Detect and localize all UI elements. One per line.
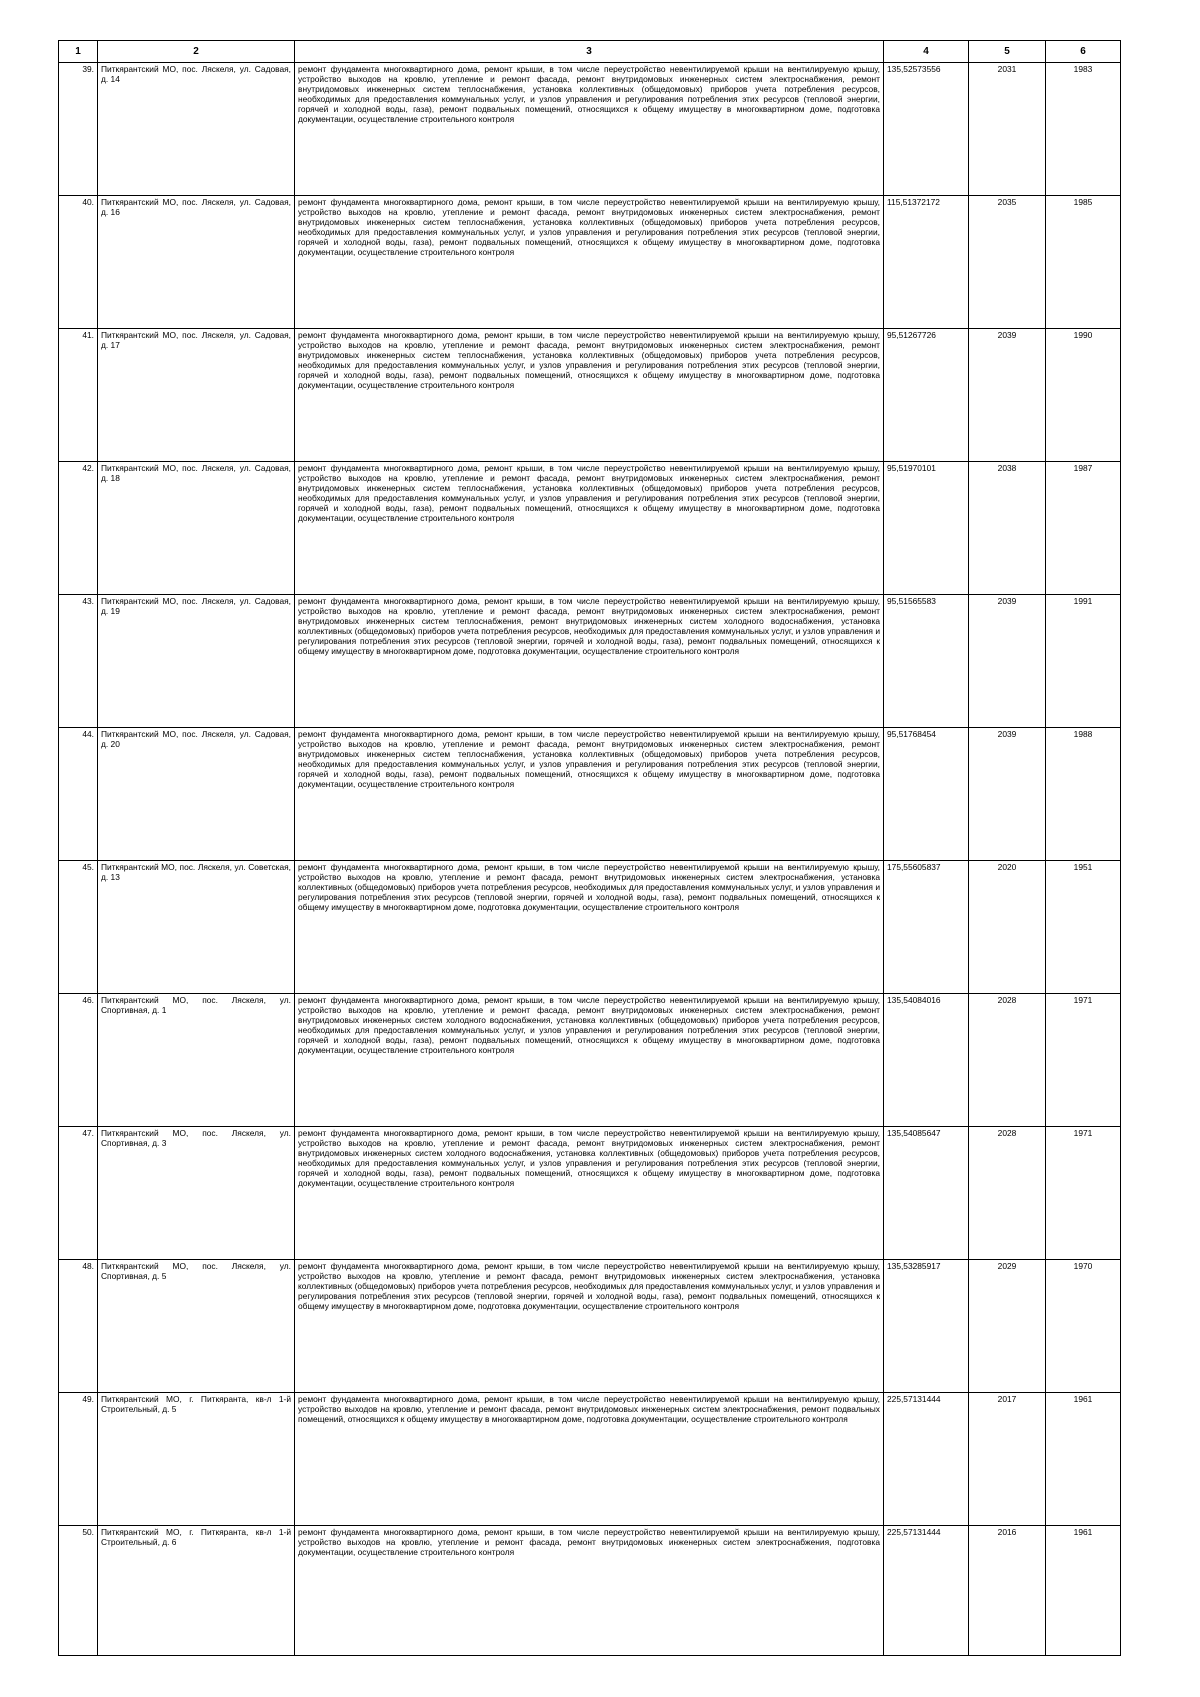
address-cell: Питкярантский МО, пос. Ляскеля, ул. Спортивная, д. 5 bbox=[98, 1260, 295, 1393]
table-row bbox=[59, 994, 1121, 1127]
plan-year-cell: 2028 bbox=[969, 1127, 1046, 1260]
plan-year-cell: 2035 bbox=[969, 196, 1046, 329]
cost-cell: 225,57131444 bbox=[884, 1526, 969, 1656]
row-number: 50. bbox=[59, 1526, 98, 1656]
cost-cell: 95,51970101 bbox=[884, 462, 969, 595]
row-number: 45. bbox=[59, 861, 98, 994]
address-cell: Питкярантский МО, пос. Ляскеля, ул. Садовая, д. 18 bbox=[98, 462, 295, 595]
build-year-cell: 1990 bbox=[1046, 329, 1121, 462]
column-header-3: 3 bbox=[295, 41, 884, 63]
column-header-2: 2 bbox=[98, 41, 295, 63]
cost-cell: 135,53285917 bbox=[884, 1260, 969, 1393]
address-cell: Питкярантский МО, пос. Ляскеля, ул. Спортивная, д. 1 bbox=[98, 994, 295, 1127]
works-cell: ремонт фундамента многоквартирного дома, ремонт крыши, в том числе переустройство невентилируемой крыши на вентилируемую крышу, устройство выходов на кровлю, утепление и ремонт фасада, ремонт внутридомовых инженерных систем электроснабжения, установка коллективных (общедомовых) приборов учета потребления ресурсов, необходимых для предоставления коммунальных услуг, и узлов управления и регулирования потребления этих ресурсов (тепловой энергии, горячей и холодной воды, газа), ремонт подвальных помещений, относящихся к общему имуществу в многоквартирном доме, подготовка документации, осуществление строительного контроля bbox=[295, 861, 884, 994]
table-row bbox=[59, 861, 1121, 994]
build-year-cell: 1961 bbox=[1046, 1526, 1121, 1656]
cost-cell: 175,55605837 bbox=[884, 861, 969, 994]
row-number: 49. bbox=[59, 1393, 98, 1526]
build-year-cell: 1983 bbox=[1046, 63, 1121, 196]
plan-year-cell: 2028 bbox=[969, 994, 1046, 1127]
works-cell: ремонт фундамента многоквартирного дома, ремонт крыши, в том числе переустройство невентилируемой крыши на вентилируемую крышу, устройство выходов на кровлю, утепление и ремонт фасада, ремонт внутридомовых инженерных систем электроснабжения, ремонт внутридомовых инженерных систем теплоснабжения, установка коллективных (общедомовых) приборов учета потребления ресурсов, необходимых для предоставления коммунальных услуг, и узлов управления и регулирования потребления этих ресурсов (тепловой энергии, горячей и холодной воды, газа), ремонт подвальных помещений, относящихся к общему имуществу в многоквартирном доме, подготовка документации, осуществление строительного контроля bbox=[295, 63, 884, 196]
address-cell: Питкярантский МО, пос. Ляскеля, ул. Садовая, д. 14 bbox=[98, 63, 295, 196]
table-row bbox=[59, 329, 1121, 462]
table-row bbox=[59, 1260, 1121, 1393]
cost-cell: 135,54084016 bbox=[884, 994, 969, 1127]
build-year-cell: 1951 bbox=[1046, 861, 1121, 994]
table-row bbox=[59, 462, 1121, 595]
plan-year-cell: 2038 bbox=[969, 462, 1046, 595]
works-cell: ремонт фундамента многоквартирного дома, ремонт крыши, в том числе переустройство невентилируемой крыши на вентилируемую крышу, устройство выходов на кровлю, утепление и ремонт фасада, ремонт внутридомовых инженерных систем электроснабжения, установка коллективных (общедомовых) приборов учета потребления ресурсов, необходимых для предоставления коммунальных услуг, и узлов управления и регулирования потребления этих ресурсов (тепловой энергии, горячей и холодной воды, газа), ремонт подвальных помещений, относящихся к общему имуществу в многоквартирном доме, подготовка документации, осуществление строительного контроля bbox=[295, 1260, 884, 1393]
plan-year-cell: 2016 bbox=[969, 1526, 1046, 1656]
works-cell: ремонт фундамента многоквартирного дома, ремонт крыши, в том числе переустройство невентилируемой крыши на вентилируемую крышу, устройство выходов на кровлю, утепление и ремонт фасада, ремонт внутридомовых инженерных систем электроснабжения, подготовка документации, осуществление строительного контроля bbox=[295, 1526, 884, 1656]
build-year-cell: 1985 bbox=[1046, 196, 1121, 329]
table-row bbox=[59, 595, 1121, 728]
plan-year-cell: 2039 bbox=[969, 728, 1046, 861]
address-cell: Питкярантский МО, пос. Ляскеля, ул. Садовая, д. 17 bbox=[98, 329, 295, 462]
plan-year-cell: 2039 bbox=[969, 329, 1046, 462]
row-number: 44. bbox=[59, 728, 98, 861]
build-year-cell: 1987 bbox=[1046, 462, 1121, 595]
cost-cell: 95,51267726 bbox=[884, 329, 969, 462]
row-number: 47. bbox=[59, 1127, 98, 1260]
table-row bbox=[59, 1127, 1121, 1260]
address-cell: Питкярантский МО, пос. Ляскеля, ул. Спортивная, д. 3 bbox=[98, 1127, 295, 1260]
column-header-1: 1 bbox=[59, 41, 98, 63]
row-number: 48. bbox=[59, 1260, 98, 1393]
table-row bbox=[59, 63, 1121, 196]
works-cell: ремонт фундамента многоквартирного дома, ремонт крыши, в том числе переустройство невентилируемой крыши на вентилируемую крышу, устройство выходов на кровлю, утепление и ремонт фасада, ремонт внутридомовых инженерных систем электроснабжения, ремонт внутридомовых инженерных систем холодного водоснабжения, установка коллективных (общедомовых) приборов учета потребления ресурсов, необходимых для предоставления коммунальных услуг, и узлов управления и регулирования потребления этих ресурсов (тепловой энергии, горячей и холодной воды, газа), ремонт подвальных помещений, относящихся к общему имуществу в многоквартирном доме, подготовка документации, осуществление строительного контроля bbox=[295, 1127, 884, 1260]
table-row bbox=[59, 728, 1121, 861]
cost-cell: 135,54085647 bbox=[884, 1127, 969, 1260]
cost-cell: 115,51372172 bbox=[884, 196, 969, 329]
column-header-4: 4 bbox=[884, 41, 969, 63]
address-cell: Питкярантский МО, г. Питкяранта, кв-л 1-й Строительный, д. 6 bbox=[98, 1526, 295, 1656]
row-number: 43. bbox=[59, 595, 98, 728]
works-cell: ремонт фундамента многоквартирного дома, ремонт крыши, в том числе переустройство невентилируемой крыши на вентилируемую крышу, устройство выходов на кровлю, утепление и ремонт фасада, ремонт внутридомовых инженерных систем электроснабжения, ремонт внутридомовых инженерных систем теплоснабжения, установка коллективных (общедомовых) приборов учета потребления ресурсов, необходимых для предоставления коммунальных услуг, и узлов управления и регулирования потребления этих ресурсов (тепловой энергии, горячей и холодной воды, газа), ремонт подвальных помещений, относящихся к общему имуществу в многоквартирном доме, подготовка документации, осуществление строительного контроля bbox=[295, 462, 884, 595]
row-number: 40. bbox=[59, 196, 98, 329]
cost-cell: 95,51768454 bbox=[884, 728, 969, 861]
address-cell: Питкярантский МО, пос. Ляскеля, ул. Советская, д. 13 bbox=[98, 861, 295, 994]
table-row bbox=[59, 1393, 1121, 1526]
works-cell: ремонт фундамента многоквартирного дома, ремонт крыши, в том числе переустройство невентилируемой крыши на вентилируемую крышу, устройство выходов на кровлю, утепление и ремонт фасада, ремонт внутридомовых инженерных систем электроснабжения, ремонт внутридомовых инженерных систем теплоснабжения, установка коллективных (общедомовых) приборов учета потребления ресурсов, необходимых для предоставления коммунальных услуг, и узлов управления и регулирования потребления этих ресурсов (тепловой энергии, горячей и холодной воды, газа), ремонт подвальных помещений, относящихся к общему имуществу в многоквартирном доме, подготовка документации, осуществление строительного контроля bbox=[295, 728, 884, 861]
plan-year-cell: 2029 bbox=[969, 1260, 1046, 1393]
row-number: 39. bbox=[59, 63, 98, 196]
works-cell: ремонт фундамента многоквартирного дома, ремонт крыши, в том числе переустройство невентилируемой крыши на вентилируемую крышу, устройство выходов на кровлю, утепление и ремонт фасада, ремонт внутридомовых инженерных систем электроснабжения, ремонт подвальных помещений, относящихся к общему имуществу в многоквартирном доме, подготовка документации, осуществление строительного контроля bbox=[295, 1393, 884, 1526]
build-year-cell: 1971 bbox=[1046, 1127, 1121, 1260]
plan-year-cell: 2039 bbox=[969, 595, 1046, 728]
address-cell: Питкярантский МО, пос. Ляскеля, ул. Садовая, д. 16 bbox=[98, 196, 295, 329]
plan-year-cell: 2017 bbox=[969, 1393, 1046, 1526]
cost-cell: 95,51565583 bbox=[884, 595, 969, 728]
row-number: 46. bbox=[59, 994, 98, 1127]
works-cell: ремонт фундамента многоквартирного дома, ремонт крыши, в том числе переустройство невентилируемой крыши на вентилируемую крышу, устройство выходов на кровлю, утепление и ремонт фасада, ремонт внутридомовых инженерных систем электроснабжения, ремонт внутридомовых инженерных систем теплоснабжения, установка коллективных (общедомовых) приборов учета потребления ресурсов, необходимых для предоставления коммунальных услуг, и узлов управления и регулирования потребления этих ресурсов (тепловой энергии, горячей и холодной воды, газа), ремонт подвальных помещений, относящихся к общему имуществу в многоквартирном доме, подготовка документации, осуществление строительного контроля bbox=[295, 329, 884, 462]
address-cell: Питкярантский МО, г. Питкяранта, кв-л 1-й Строительный, д. 5 bbox=[98, 1393, 295, 1526]
build-year-cell: 1971 bbox=[1046, 994, 1121, 1127]
header-row bbox=[59, 41, 1121, 63]
row-number: 42. bbox=[59, 462, 98, 595]
plan-year-cell: 2020 bbox=[969, 861, 1046, 994]
table-row bbox=[59, 1526, 1121, 1656]
cost-cell: 225,57131444 bbox=[884, 1393, 969, 1526]
column-header-5: 5 bbox=[969, 41, 1046, 63]
column-header-6: 6 bbox=[1046, 41, 1121, 63]
plan-year-cell: 2031 bbox=[969, 63, 1046, 196]
works-cell: ремонт фундамента многоквартирного дома, ремонт крыши, в том числе переустройство невентилируемой крыши на вентилируемую крышу, устройство выходов на кровлю, утепление и ремонт фасада, ремонт внутридомовых инженерных систем электроснабжения, ремонт внутридомовых инженерных систем холодного водоснабжения, установка коллективных (общедомовых) приборов учета потребления ресурсов, необходимых для предоставления коммунальных услуг, и узлов управления и регулирования потребления этих ресурсов (тепловой энергии, горячей и холодной воды, газа), ремонт подвальных помещений, относящихся к общему имуществу в многоквартирном доме, подготовка документации, осуществление строительного контроля bbox=[295, 994, 884, 1127]
table-row bbox=[59, 196, 1121, 329]
works-cell: ремонт фундамента многоквартирного дома, ремонт крыши, в том числе переустройство невентилируемой крыши на вентилируемую крышу, устройство выходов на кровлю, утепление и ремонт фасада, ремонт внутридомовых инженерных систем электроснабжения, ремонт внутридомовых инженерных систем теплоснабжения, ремонт внутридомовых инженерных систем холодного водоснабжения, установка коллективных (общедомовых) приборов учета потребления ресурсов, необходимых для предоставления коммунальных услуг, и узлов управления и регулирования потребления этих ресурсов (тепловой энергии, горячей и холодной воды, газа), ремонт подвальных помещений, относящихся к общему имуществу в многоквартирном доме, подготовка документации, осуществление строительного контроля bbox=[295, 595, 884, 728]
capital-repair-table bbox=[58, 40, 1121, 1656]
build-year-cell: 1961 bbox=[1046, 1393, 1121, 1526]
cost-cell: 135,52573556 bbox=[884, 63, 969, 196]
build-year-cell: 1970 bbox=[1046, 1260, 1121, 1393]
works-cell: ремонт фундамента многоквартирного дома, ремонт крыши, в том числе переустройство невентилируемой крыши на вентилируемую крышу, устройство выходов на кровлю, утепление и ремонт фасада, ремонт внутридомовых инженерных систем электроснабжения, ремонт внутридомовых инженерных систем теплоснабжения, установка коллективных (общедомовых) приборов учета потребления ресурсов, необходимых для предоставления коммунальных услуг, и узлов управления и регулирования потребления этих ресурсов (тепловой энергии, горячей и холодной воды, газа), ремонт подвальных помещений, относящихся к общему имуществу в многоквартирном доме, подготовка документации, осуществление строительного контроля bbox=[295, 196, 884, 329]
address-cell: Питкярантский МО, пос. Ляскеля, ул. Садовая, д. 19 bbox=[98, 595, 295, 728]
address-cell: Питкярантский МО, пос. Ляскеля, ул. Садовая, д. 20 bbox=[98, 728, 295, 861]
row-number: 41. bbox=[59, 329, 98, 462]
build-year-cell: 1991 bbox=[1046, 595, 1121, 728]
build-year-cell: 1988 bbox=[1046, 728, 1121, 861]
